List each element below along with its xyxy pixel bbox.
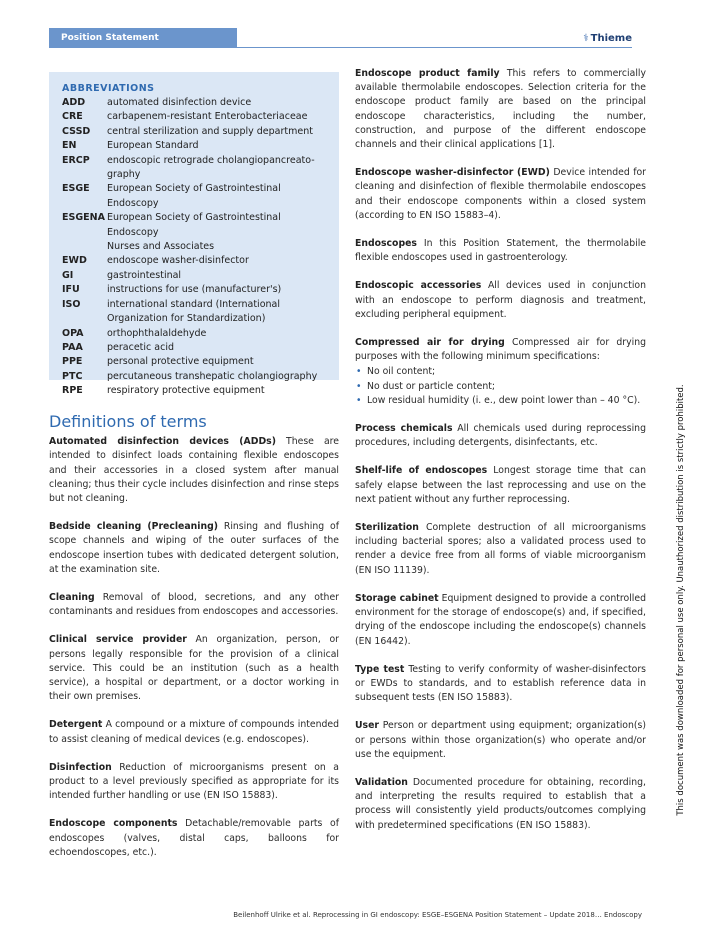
abbreviation-row bbox=[62, 139, 326, 153]
definition-text: All chemicals used during reprocessing procedures, including detergents, disinfectants, etc. bbox=[355, 423, 646, 449]
abbreviation-key: EWD bbox=[62, 255, 87, 267]
abbreviation-key bbox=[62, 240, 107, 254]
abbreviation-key: ERCP bbox=[62, 154, 90, 166]
abbreviation-key: ISO bbox=[62, 298, 81, 310]
abbreviation-row bbox=[62, 341, 326, 355]
definition-term: Automated disinfection devices (ADDs) bbox=[49, 436, 276, 448]
definition-term: Bedside cleaning (Precleaning) bbox=[49, 521, 218, 533]
abbreviation-value: gastrointestinal bbox=[107, 269, 182, 281]
definition-entry bbox=[49, 817, 339, 860]
abbreviation-key: PPE bbox=[62, 356, 83, 368]
definition-term: Endoscopic accessories bbox=[355, 280, 482, 292]
definition-entry bbox=[49, 761, 339, 804]
definition-text: Person or department using equipment; organization(s) or persons within those organization(s) who operate and/or use the equipment. bbox=[355, 720, 646, 760]
definition-text: This refers to commercially available thermolabile endoscopes. Selection criteria for the endoscope product family are based on the principal endoscope characteristics, including the number, construction, and purpose of the different endoscope channels and their clinical applications [1]. bbox=[355, 68, 646, 151]
abbreviation-value: orthophthalaldehyde bbox=[107, 327, 207, 339]
abbreviation-key bbox=[62, 312, 107, 326]
thieme-logo-icon: ⚕ bbox=[583, 33, 589, 44]
abbreviation-row bbox=[62, 240, 326, 254]
abbreviation-key: EN bbox=[62, 140, 77, 152]
abbreviation-key: IFU bbox=[62, 284, 80, 296]
definition-entry bbox=[355, 592, 646, 649]
definition-entry bbox=[355, 336, 646, 364]
definition-term: Storage cabinet bbox=[355, 592, 439, 604]
abbreviation-value: European Standard bbox=[107, 140, 199, 152]
abbreviation-row bbox=[62, 96, 326, 110]
definition-text: All devices used in conjunction with an endoscope to perform diagnosis and treatment, excluding peripheral equipment. bbox=[355, 280, 646, 320]
abbreviation-key: ESGENA bbox=[62, 212, 105, 224]
abbreviation-row bbox=[62, 355, 326, 369]
abbreviation-value: European Society of Gastrointestinal Endoscopy bbox=[107, 212, 281, 238]
definition-term: Process chemicals bbox=[355, 423, 453, 435]
page-footer: Beilenhoff Ulrike et al. Reprocessing in GI endoscopy: ESGE–ESGENA Position Statement – Update 2018… Endoscopy bbox=[233, 911, 642, 919]
definition-text: In this Position Statement, the thermolabile flexible endoscopes used in gastroenterology. bbox=[355, 238, 646, 264]
definition-entry bbox=[49, 633, 339, 704]
abbreviation-key bbox=[62, 168, 107, 182]
abbreviation-row bbox=[62, 110, 326, 124]
definition-entry bbox=[49, 520, 339, 577]
abbreviation-row bbox=[62, 327, 326, 341]
abbreviation-value: international standard (International bbox=[107, 298, 280, 310]
definition-entry bbox=[355, 776, 646, 833]
abbreviation-row bbox=[62, 154, 326, 168]
abbreviation-key: RPE bbox=[62, 385, 83, 397]
abbreviation-key: ESGE bbox=[62, 183, 90, 195]
definition-term: Clinical service provider bbox=[49, 634, 187, 646]
definition-text: Equipment designed to provide a controlled environment for the storage of endoscope(s) and, if specified, drying of the endoscope including the endoscope(s) channels (EN 16442). bbox=[355, 592, 647, 647]
abbreviation-value: central sterilization and supply department bbox=[107, 125, 313, 137]
definition-entry bbox=[355, 237, 646, 265]
definition-entry bbox=[355, 422, 646, 450]
definition-term: Disinfection bbox=[49, 761, 112, 773]
definition-term: Cleaning bbox=[49, 592, 95, 604]
abbreviation-row bbox=[62, 298, 326, 312]
spec-list-item: • No dust or particle content; bbox=[355, 380, 646, 394]
definition-entry bbox=[355, 663, 646, 706]
definitions-right-column bbox=[355, 67, 646, 847]
definition-text: These are intended to disinfect loads containing flexible endoscopes and their accessories in a closed system after manual cleaning; thus their cycle includes disinfection and rinse steps but not cleaning. bbox=[49, 436, 339, 505]
definition-entry bbox=[49, 718, 339, 746]
definition-text: Complete destruction of all microorganisms including bacterial spores; also a validated process used to render a device free from all forms of viable microorganism (EN ISO 11139). bbox=[355, 522, 646, 576]
abbreviation-value: percutaneous transhepatic cholangiography bbox=[107, 370, 318, 382]
definition-text: Compressed air for drying purposes with the following minimum specifications: bbox=[355, 337, 646, 363]
definition-term: Shelf-life of endoscopes bbox=[355, 465, 488, 477]
abbreviation-row bbox=[62, 168, 326, 182]
definition-entry bbox=[355, 719, 646, 762]
abbreviation-value: endoscopic retrograde cholangiopancreato- bbox=[107, 154, 315, 166]
definition-text: Documented procedure for obtaining, recording, and interpreting the results required to establish that a process will consistently yield products/outcomes complying with predetermined specifications (EN ISO 15883). bbox=[355, 776, 646, 831]
abbreviation-key: CRE bbox=[62, 111, 83, 123]
definition-term: Compressed air for drying bbox=[355, 337, 505, 349]
definition-term: Endoscope components bbox=[49, 818, 178, 830]
publisher bbox=[583, 33, 632, 44]
definitions-left-column bbox=[49, 412, 339, 874]
abbreviation-row bbox=[62, 182, 326, 211]
abbreviation-value: European Society of Gastrointestinal Endoscopy bbox=[107, 183, 281, 209]
abbreviation-key: ADD bbox=[62, 97, 86, 108]
abbreviation-value: peracetic acid bbox=[107, 341, 174, 353]
section-label: Position Statement bbox=[49, 28, 237, 48]
spec-list-item: • No oil content; bbox=[355, 365, 646, 379]
spec-list-item: • Low residual humidity (i. e., dew point lower than – 40 °C). bbox=[355, 394, 646, 408]
definition-term: Validation bbox=[355, 776, 408, 788]
abbreviation-row bbox=[62, 211, 326, 240]
definition-term: Detergent bbox=[49, 719, 103, 731]
definition-entry bbox=[49, 591, 339, 619]
abbreviations-box bbox=[49, 72, 339, 397]
definition-entry bbox=[355, 464, 646, 507]
definition-text: Removal of blood, secretions, and any other contaminants and residues from endoscopes and accessories. bbox=[49, 592, 339, 618]
definition-text: Detachable/removable parts of endoscopes (valves, distal caps, balloons for echoendoscopes, etc.). bbox=[49, 818, 339, 858]
abbreviation-row bbox=[62, 312, 326, 326]
definition-text: A compound or a mixture of compounds intended to assist cleaning of medical devices (e.g. endoscopes). bbox=[49, 719, 339, 745]
definition-entry bbox=[355, 521, 646, 578]
definition-term: Endoscope product family bbox=[355, 68, 500, 79]
abbreviations-list bbox=[62, 96, 326, 399]
abbreviation-value: Organization for Standardization) bbox=[107, 313, 266, 325]
definitions-title: Definitions of terms bbox=[49, 412, 207, 431]
abbreviation-key: PTC bbox=[62, 370, 83, 382]
abbreviation-row bbox=[62, 370, 326, 384]
definition-text: Device intended for cleaning and disinfection of flexible thermolabile endoscopes and their endoscope components within a closed system (according to EN ISO 15883–4). bbox=[355, 167, 646, 221]
abbreviation-key: CSSD bbox=[62, 125, 91, 137]
definition-text: Reduction of microorganisms present on a product to a level previously specified as appropriate for its intended further handling or use (EN ISO 15883). bbox=[49, 761, 339, 802]
definition-text: Testing to verify conformity of washer-disinfectors or EWDs to standards, and to establish reference data in subsequent tests (EN ISO 15883). bbox=[355, 663, 646, 704]
definition-term: Sterilization bbox=[355, 522, 419, 534]
abbreviation-row bbox=[62, 254, 326, 268]
definition-term: Endoscope washer-disinfector (EWD) bbox=[355, 167, 550, 179]
abbreviation-value: Nurses and Associates bbox=[107, 241, 215, 253]
compressed-air-spec-list bbox=[355, 365, 646, 408]
abbreviation-key: PAA bbox=[62, 341, 83, 353]
definition-text: An organization, person, or persons legally responsible for the provision of a clinical service. This could be an institution (such as a health service), a hospital or department, or a doctor working in their own premises. bbox=[49, 634, 339, 703]
definition-text: Longest storage time that can safely elapse between the last reprocessing and use on the next patient without any further reprocessing. bbox=[355, 465, 646, 505]
definition-entry bbox=[355, 279, 646, 322]
definition-term: Type test bbox=[355, 663, 405, 675]
side-note-text: This document was downloaded for personal use only. Unauthorized distribution is strictly prohibited. bbox=[676, 384, 686, 816]
definition-entry bbox=[49, 435, 339, 506]
abbreviation-row bbox=[62, 283, 326, 297]
abbreviation-row bbox=[62, 269, 326, 283]
publisher-name: Thieme bbox=[590, 33, 632, 44]
abbreviation-value: automated disinfection device bbox=[107, 97, 252, 108]
header-rule bbox=[237, 47, 632, 48]
definition-term: Endoscopes bbox=[355, 238, 417, 250]
abbreviation-value: graphy bbox=[107, 169, 141, 181]
abbreviation-value: personal protective equipment bbox=[107, 356, 254, 368]
definition-entry bbox=[355, 166, 646, 223]
abbreviation-value: carbapenem-resistant Enterobacteriaceae bbox=[107, 111, 308, 123]
abbreviation-key: GI bbox=[62, 269, 74, 281]
definition-text: Rinsing and flushing of scope channels and wiping of the outer surfaces of the endoscope insertion tubes with dedicated detergent solution, at the examination site. bbox=[49, 521, 339, 575]
abbreviation-value: endoscope washer-disinfector bbox=[107, 255, 249, 267]
abbreviation-row bbox=[62, 384, 326, 398]
definition-term: User bbox=[355, 720, 379, 732]
definition-entry bbox=[355, 67, 646, 152]
abbreviation-key: OPA bbox=[62, 327, 84, 339]
abbreviation-value: respiratory protective equipment bbox=[107, 385, 265, 397]
abbreviation-row bbox=[62, 125, 326, 139]
abbreviation-value: instructions for use (manufacturer's) bbox=[107, 284, 282, 296]
abbreviations-title: ABBREVIATIONS bbox=[62, 83, 155, 94]
